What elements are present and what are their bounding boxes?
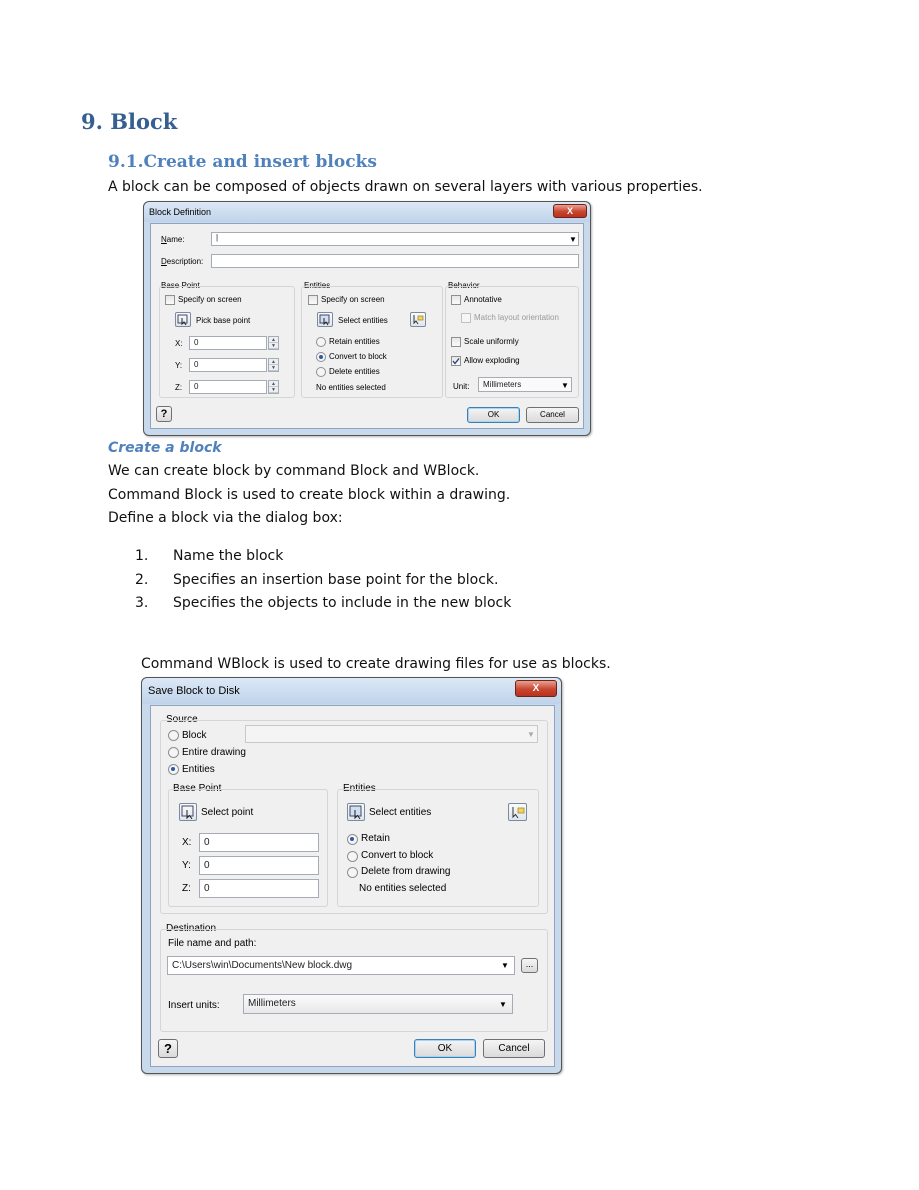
insert-units-dropdown-icon[interactable]: ▼ <box>499 1000 507 1009</box>
base-point-title: Base Point <box>173 783 222 794</box>
paragraph-3: Define a block via the dialog box: <box>108 510 343 526</box>
paragraph-4: Command WBlock is used to create drawing files for use as blocks. <box>141 656 611 672</box>
file-path-input[interactable]: C:\Users\win\Documents\New block.dwg <box>167 956 515 975</box>
list-item: Specifies the objects to include in the new block <box>173 595 512 611</box>
unit-label: Unit: <box>453 382 470 391</box>
select-objects-icon[interactable] <box>317 312 333 327</box>
z-label: Z: <box>175 383 183 392</box>
y-label: Y: <box>175 361 183 370</box>
convert-to-block-radio[interactable] <box>316 352 326 362</box>
annotative-checkbox[interactable] <box>451 295 461 305</box>
convert-to-block-label: Convert to block <box>329 352 387 361</box>
insert-units-label: Insert units: <box>168 1000 220 1011</box>
quick-select-icon[interactable] <box>508 803 527 821</box>
scale-uniformly-checkbox[interactable] <box>451 337 461 347</box>
behavior-title: Behavior <box>448 281 480 290</box>
z-spinner[interactable]: ▲ ▼ <box>268 380 279 394</box>
select-objects-icon[interactable] <box>347 803 365 821</box>
ok-button[interactable]: OK <box>467 407 520 423</box>
ok-button[interactable]: OK <box>414 1039 476 1058</box>
specify-on-screen-label: Specify on screen <box>178 295 242 304</box>
match-layout-checkbox[interactable] <box>461 313 471 323</box>
list-item: Specifies an insertion base point for the block. <box>173 572 499 588</box>
source-title: Source <box>166 714 198 725</box>
help-button[interactable]: ? <box>158 1039 178 1058</box>
browse-button[interactable]: ... <box>521 958 538 973</box>
source-block-radio[interactable] <box>168 730 179 741</box>
block-definition-dialog <box>143 201 591 436</box>
name-input[interactable]: | <box>211 232 579 246</box>
list-item-number: 2. <box>135 572 149 588</box>
entities-specify-checkbox[interactable] <box>308 295 318 305</box>
cancel-button[interactable]: Cancel <box>526 407 579 423</box>
pick-point-icon[interactable] <box>175 312 191 327</box>
description-input[interactable] <box>211 254 579 268</box>
delete-from-drawing-radio[interactable] <box>347 867 358 878</box>
heading-block: 9. Block <box>81 109 178 134</box>
destination-title: Destination <box>166 923 217 934</box>
convert-to-block-radio[interactable] <box>347 851 358 862</box>
retain-radio[interactable] <box>347 834 358 845</box>
delete-entities-label: Delete entities <box>329 367 380 376</box>
close-button[interactable]: X <box>515 680 557 697</box>
help-button[interactable]: ? <box>156 406 172 422</box>
retain-entities-radio[interactable] <box>316 337 326 347</box>
chevron-down-icon[interactable]: ▼ <box>527 730 535 739</box>
paragraph-1: We can create block by command Block and WBlock. <box>108 463 480 479</box>
dialog-title: Block Definition <box>149 207 212 217</box>
source-entities-radio[interactable] <box>168 764 179 775</box>
dialog-body <box>150 223 584 429</box>
heading-create-a-block: Create a block <box>108 440 222 456</box>
list-item-number: 3. <box>135 595 149 611</box>
x-label: X: <box>175 339 183 348</box>
list-item-number: 1. <box>135 548 149 564</box>
select-entities-label[interactable]: Select entities <box>338 316 388 325</box>
block-name-combo[interactable] <box>245 725 538 743</box>
source-entities-label: Entities <box>182 764 215 775</box>
x-input[interactable]: 0 <box>189 336 267 350</box>
dialog-body <box>150 705 555 1067</box>
entities-status: No entities selected <box>359 883 447 894</box>
x-label: X: <box>182 837 192 848</box>
y-label: Y: <box>182 860 191 871</box>
y-input[interactable]: 0 <box>199 856 319 875</box>
dialog-title: Save Block to Disk <box>148 685 240 697</box>
y-input[interactable]: 0 <box>189 358 267 372</box>
pick-point-icon[interactable] <box>179 803 197 821</box>
z-input[interactable]: 0 <box>199 879 319 898</box>
match-layout-label: Match layout orientation <box>474 313 559 322</box>
chevron-down-icon[interactable]: ▼ <box>569 235 577 244</box>
z-label: Z: <box>182 883 191 894</box>
paragraph-2: Command Block is used to create block within a drawing. <box>108 487 511 503</box>
heading-create-insert: 9.1.Create and insert blocks <box>108 152 377 172</box>
delete-entities-radio[interactable] <box>316 367 326 377</box>
select-entities-label[interactable]: Select entities <box>369 807 432 818</box>
intro-text: A block can be composed of objects drawn on several layers with various properties. <box>108 179 703 195</box>
annotative-label: Annotative <box>464 295 502 304</box>
source-entire-label: Entire drawing <box>182 747 246 758</box>
specify-on-screen-checkbox[interactable] <box>165 295 175 305</box>
quick-select-icon[interactable] <box>410 312 426 327</box>
description-label: Description: <box>161 257 204 266</box>
source-entire-radio[interactable] <box>168 747 179 758</box>
z-input[interactable]: 0 <box>189 380 267 394</box>
unit-dropdown-icon[interactable]: ▼ <box>561 381 569 390</box>
base-point-title: Base Point <box>161 281 200 290</box>
entities-title: Entities <box>343 783 376 794</box>
delete-from-drawing-label: Delete from drawing <box>361 866 451 877</box>
cancel-button[interactable]: Cancel <box>483 1039 545 1058</box>
file-path-dropdown-icon[interactable]: ▼ <box>501 961 509 970</box>
y-spinner[interactable]: ▲ ▼ <box>268 358 279 372</box>
name-label: Name: <box>161 235 185 244</box>
pick-base-point-label[interactable]: Pick base point <box>196 316 251 325</box>
insert-units-select[interactable]: Millimeters <box>243 994 513 1014</box>
x-input[interactable]: 0 <box>199 833 319 852</box>
file-name-label: File name and path: <box>168 938 257 949</box>
scale-uniformly-label: Scale uniformly <box>464 337 519 346</box>
close-button[interactable]: X <box>553 204 587 218</box>
entities-status: No entities selected <box>316 383 386 392</box>
allow-exploding-label: Allow exploding <box>464 356 520 365</box>
save-block-dialog <box>141 677 562 1074</box>
x-spinner[interactable]: ▲ ▼ <box>268 336 279 350</box>
retain-label: Retain <box>361 833 390 844</box>
allow-exploding-checkbox[interactable] <box>451 356 461 366</box>
entities-specify-label: Specify on screen <box>321 295 385 304</box>
list-item: Name the block <box>173 548 284 564</box>
unit-select[interactable]: Millimeters <box>478 377 572 392</box>
source-block-label: Block <box>182 730 207 741</box>
entities-title: Entities <box>304 281 331 290</box>
select-point-label[interactable]: Select point <box>201 807 254 818</box>
retain-entities-label: Retain entities <box>329 337 380 346</box>
convert-to-block-label: Convert to block <box>361 850 434 861</box>
